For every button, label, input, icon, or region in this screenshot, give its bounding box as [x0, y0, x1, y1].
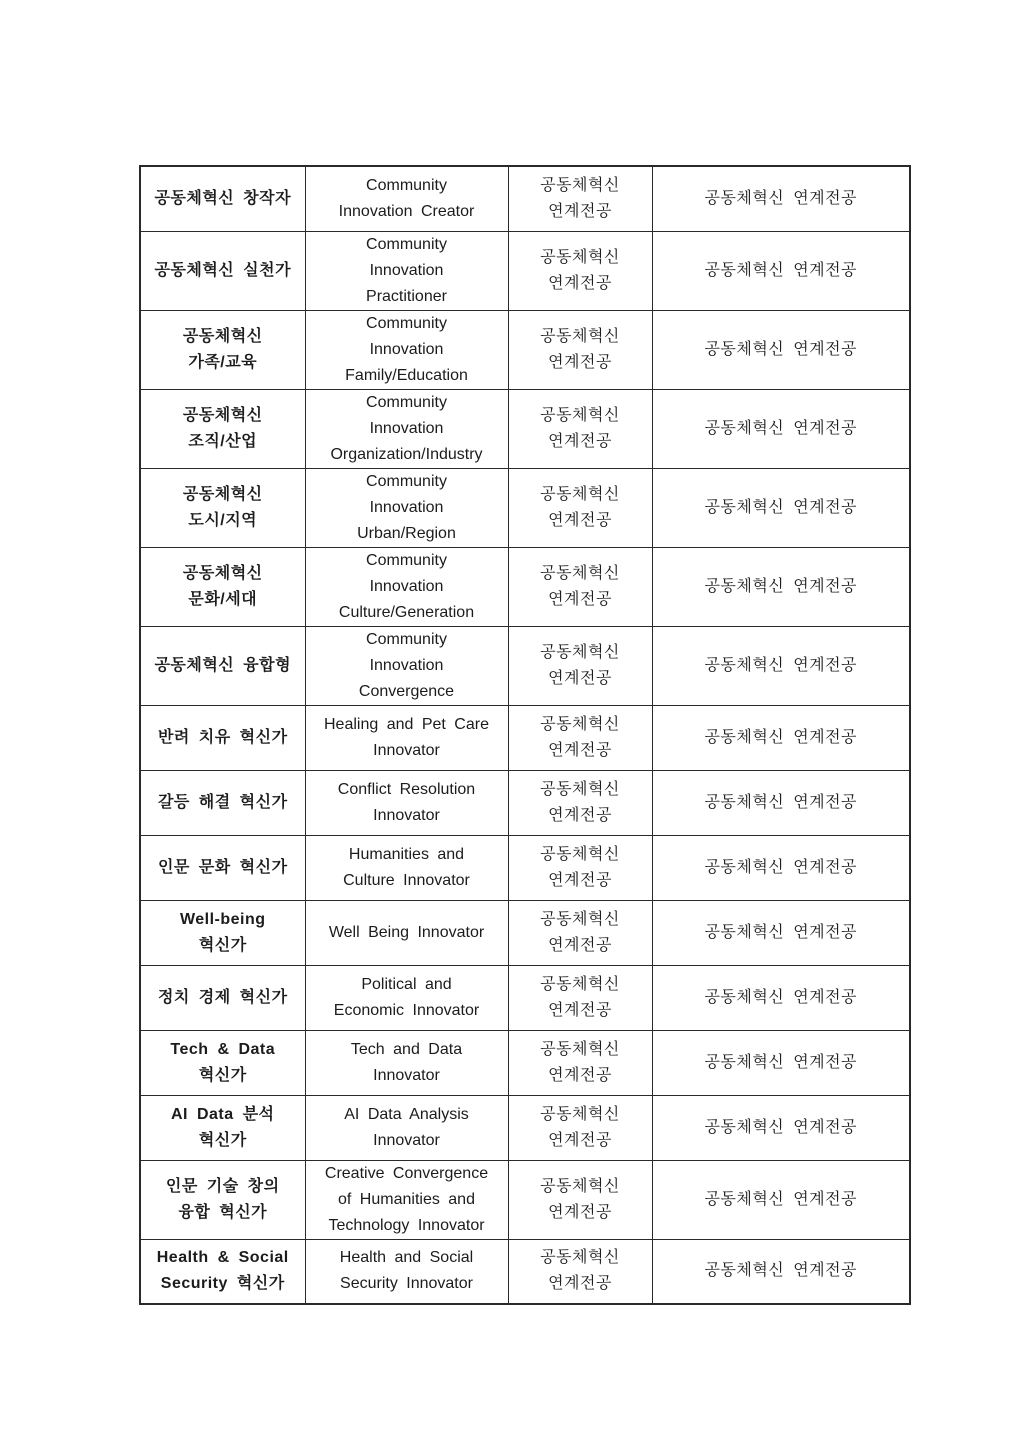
english-title-cell — [305, 166, 508, 231]
english-title-cell-line: Health and Social — [339, 1249, 474, 1267]
english-title-cell — [305, 389, 508, 468]
korean-title-cell-line: 공동체혁신 — [182, 327, 263, 345]
linked-major-short-cell-line: 공동체혁신 — [540, 564, 620, 582]
linked-major-short-cell-line: 연계전공 — [548, 741, 612, 759]
table-row — [140, 900, 910, 965]
english-title-cell-line: Organization/Industry — [330, 445, 483, 463]
korean-title-cell — [140, 770, 305, 835]
korean-title-cell — [140, 1239, 305, 1304]
linked-major-short-cell-line: 연계전공 — [548, 936, 612, 954]
linked-major-short-cell-line: 공동체혁신 — [540, 1040, 620, 1058]
english-title-cell-line: Innovator — [373, 741, 440, 759]
table-row — [140, 310, 910, 389]
english-title-cell-line: Technology Innovator — [328, 1216, 485, 1234]
table-row — [140, 231, 910, 310]
linked-major-short-cell-line: 연계전공 — [548, 274, 612, 292]
table-row — [140, 1160, 910, 1239]
linked-major-short-cell-line: 공동체혁신 — [540, 715, 620, 733]
korean-title-cell-line: 혁신가 — [198, 1131, 247, 1149]
linked-major-short-cell-line: 공동체혁신 — [540, 1249, 620, 1267]
linked-major-full-cell — [652, 1030, 910, 1095]
linked-major-short-cell — [508, 1239, 652, 1304]
linked-major-short-cell-line: 연계전공 — [548, 1275, 612, 1293]
korean-title-cell-line: 융합 혁신가 — [178, 1203, 268, 1221]
table-row — [140, 389, 910, 468]
linked-major-short-cell-line: 공동체혁신 — [540, 643, 620, 661]
english-title-cell-line: Security Innovator — [340, 1275, 473, 1293]
table-row — [140, 1239, 910, 1304]
korean-title-cell-line: 반려 치유 혁신가 — [157, 728, 288, 746]
english-title-cell — [305, 1030, 508, 1095]
english-title-cell-line: Community — [366, 176, 447, 194]
korean-title-cell — [140, 626, 305, 705]
linked-major-full-cell-line: 공동체혁신 연계전공 — [704, 858, 858, 876]
english-title-cell-line: Creative Convergence — [324, 1164, 489, 1182]
korean-title-cell — [140, 231, 305, 310]
korean-title-cell-line: 인문 기술 창의 — [165, 1177, 280, 1195]
korean-title-cell — [140, 468, 305, 547]
english-title-cell-line: Innovator — [373, 1131, 440, 1149]
english-title-cell — [305, 1095, 508, 1160]
table-row — [140, 626, 910, 705]
english-title-cell-line: Innovation — [369, 577, 444, 595]
english-title-cell — [305, 1239, 508, 1304]
linked-major-short-cell — [508, 1030, 652, 1095]
linked-major-short-cell-line: 연계전공 — [548, 1203, 612, 1221]
linked-major-full-cell — [652, 231, 910, 310]
linked-major-short-cell — [508, 389, 652, 468]
korean-title-cell — [140, 389, 305, 468]
linked-major-short-cell-line: 공동체혁신 — [540, 327, 620, 345]
linked-major-short-cell-line: 연계전공 — [548, 590, 612, 608]
linked-major-full-cell — [652, 900, 910, 965]
linked-majors-table — [139, 165, 911, 1305]
linked-major-short-cell-line: 연계전공 — [548, 871, 612, 889]
korean-title-cell-line: AI Data 분석 — [171, 1105, 275, 1123]
english-title-cell-line: Convergence — [358, 682, 455, 700]
linked-major-short-cell-line: 공동체혁신 — [540, 485, 620, 503]
english-title-cell-line: Innovator — [373, 1066, 440, 1084]
korean-title-cell — [140, 1095, 305, 1160]
linked-major-full-cell-line: 공동체혁신 연계전공 — [704, 419, 858, 437]
english-title-cell-line: Community — [366, 630, 447, 648]
english-title-cell — [305, 231, 508, 310]
linked-major-short-cell-line: 연계전공 — [548, 353, 612, 371]
linked-major-full-cell — [652, 770, 910, 835]
korean-title-cell — [140, 1030, 305, 1095]
linked-major-short-cell-line: 연계전공 — [548, 202, 612, 220]
linked-major-short-cell — [508, 835, 652, 900]
english-title-cell — [305, 468, 508, 547]
linked-major-full-cell — [652, 468, 910, 547]
korean-title-cell-line: Health & Social — [156, 1249, 289, 1267]
english-title-cell-line: Culture Innovator — [343, 871, 470, 889]
linked-major-short-cell — [508, 1095, 652, 1160]
english-title-cell-line: Family/Education — [345, 366, 468, 384]
english-title-cell-line: of Humanities and — [338, 1190, 475, 1208]
korean-title-cell-line: 공동체혁신 실천가 — [154, 261, 292, 279]
korean-title-cell-line: Well-being — [179, 910, 266, 928]
linked-major-short-cell — [508, 166, 652, 231]
korean-title-cell-line: 공동체혁신 융합형 — [154, 656, 292, 674]
linked-major-short-cell-line: 공동체혁신 — [540, 1177, 620, 1195]
linked-major-short-cell-line: 공동체혁신 — [540, 975, 620, 993]
linked-major-short-cell-line: 공동체혁신 — [540, 845, 620, 863]
english-title-cell-line: AI Data Analysis — [344, 1105, 469, 1123]
english-title-cell-line: Humanities and — [348, 845, 465, 863]
korean-title-cell-line: 혁신가 — [198, 936, 247, 954]
english-title-cell — [305, 705, 508, 770]
linked-major-full-cell — [652, 547, 910, 626]
english-title-cell-line: Innovation — [369, 656, 444, 674]
linked-major-short-cell — [508, 626, 652, 705]
english-title-cell-line: Practitioner — [366, 287, 447, 305]
english-title-cell-line: Innovator — [373, 806, 440, 824]
english-title-cell-line: Community — [366, 393, 447, 411]
korean-title-cell-line: 갈등 해결 혁신가 — [157, 793, 288, 811]
linked-major-full-cell-line: 공동체혁신 연계전공 — [704, 1118, 858, 1136]
linked-major-full-cell-line: 공동체혁신 연계전공 — [704, 793, 858, 811]
linked-major-full-cell — [652, 310, 910, 389]
table-row — [140, 770, 910, 835]
english-title-cell — [305, 770, 508, 835]
linked-major-short-cell — [508, 547, 652, 626]
korean-title-cell — [140, 547, 305, 626]
korean-title-cell — [140, 705, 305, 770]
english-title-cell — [305, 310, 508, 389]
linked-major-full-cell — [652, 166, 910, 231]
korean-title-cell — [140, 900, 305, 965]
linked-major-short-cell-line: 연계전공 — [548, 1001, 612, 1019]
english-title-cell — [305, 965, 508, 1030]
linked-major-short-cell-line: 연계전공 — [548, 806, 612, 824]
korean-title-cell — [140, 310, 305, 389]
linked-major-full-cell-line: 공동체혁신 연계전공 — [704, 728, 858, 746]
korean-title-cell-line: 공동체혁신 — [182, 485, 263, 503]
english-title-cell-line: Innovation Creator — [338, 202, 475, 220]
korean-title-cell-line: Security 혁신가 — [160, 1275, 285, 1293]
english-title-cell-line: Community — [366, 235, 447, 253]
linked-major-short-cell-line: 연계전공 — [548, 432, 612, 450]
linked-major-short-cell-line: 연계전공 — [548, 1131, 612, 1149]
linked-major-full-cell — [652, 1239, 910, 1304]
linked-major-short-cell-line: 공동체혁신 — [540, 1105, 620, 1123]
english-title-cell — [305, 547, 508, 626]
english-title-cell-line: Innovation — [369, 340, 444, 358]
linked-major-full-cell — [652, 705, 910, 770]
linked-major-full-cell — [652, 965, 910, 1030]
linked-major-short-cell — [508, 705, 652, 770]
linked-major-short-cell — [508, 770, 652, 835]
korean-title-cell-line: 인문 문화 혁신가 — [157, 858, 288, 876]
english-title-cell-line: Community — [366, 314, 447, 332]
linked-major-full-cell-line: 공동체혁신 연계전공 — [704, 1053, 858, 1071]
korean-title-cell-line: 정치 경제 혁신가 — [157, 988, 288, 1006]
linked-major-full-cell-line: 공동체혁신 연계전공 — [704, 988, 858, 1006]
english-title-cell-line: Conflict Resolution — [337, 780, 476, 798]
linked-major-full-cell — [652, 626, 910, 705]
korean-title-cell-line: 가족/교육 — [188, 353, 258, 371]
table-row — [140, 965, 910, 1030]
table-row — [140, 547, 910, 626]
linked-major-short-cell-line: 공동체혁신 — [540, 780, 620, 798]
korean-title-cell-line: Tech & Data — [170, 1040, 276, 1058]
linked-major-short-cell-line: 공동체혁신 — [540, 176, 620, 194]
linked-major-full-cell — [652, 1160, 910, 1239]
korean-title-cell-line: 공동체혁신 — [182, 564, 263, 582]
linked-major-short-cell — [508, 310, 652, 389]
english-title-cell-line: Political and — [361, 975, 452, 993]
korean-title-cell-line: 조직/산업 — [188, 432, 258, 450]
english-title-cell — [305, 1160, 508, 1239]
linked-major-full-cell-line: 공동체혁신 연계전공 — [704, 1262, 858, 1280]
english-title-cell-line: Community — [366, 551, 447, 569]
linked-major-short-cell-line: 공동체혁신 — [540, 248, 620, 266]
korean-title-cell — [140, 835, 305, 900]
korean-title-cell-line: 혁신가 — [198, 1066, 247, 1084]
korean-title-cell-line: 공동체혁신 — [182, 406, 263, 424]
linked-major-full-cell-line: 공동체혁신 연계전공 — [704, 656, 858, 674]
korean-title-cell-line: 공동체혁신 창작자 — [154, 189, 292, 207]
korean-title-cell — [140, 166, 305, 231]
english-title-cell-line: Community — [366, 472, 447, 490]
table-row — [140, 1030, 910, 1095]
english-title-cell-line: Well Being Innovator — [328, 923, 485, 941]
linked-major-short-cell — [508, 900, 652, 965]
linked-major-full-cell — [652, 835, 910, 900]
english-title-cell-line: Tech and Data — [350, 1040, 463, 1058]
linked-major-full-cell-line: 공동체혁신 연계전공 — [704, 189, 858, 207]
english-title-cell — [305, 835, 508, 900]
english-title-cell-line: Economic Innovator — [333, 1001, 480, 1019]
linked-major-short-cell — [508, 965, 652, 1030]
linked-major-short-cell — [508, 1160, 652, 1239]
linked-major-full-cell-line: 공동체혁신 연계전공 — [704, 340, 858, 358]
english-title-cell-line: Innovation — [369, 261, 444, 279]
english-title-cell-line: Innovation — [369, 498, 444, 516]
english-title-cell-line: Urban/Region — [357, 524, 456, 542]
linked-major-full-cell-line: 공동체혁신 연계전공 — [704, 577, 858, 595]
korean-title-cell-line: 문화/세대 — [188, 590, 258, 608]
linked-major-full-cell-line: 공동체혁신 연계전공 — [704, 498, 858, 516]
linked-major-full-cell-line: 공동체혁신 연계전공 — [704, 1190, 858, 1208]
korean-title-cell — [140, 965, 305, 1030]
english-title-cell-line: Healing and Pet Care — [324, 715, 489, 733]
linked-major-full-cell — [652, 389, 910, 468]
linked-major-full-cell-line: 공동체혁신 연계전공 — [704, 261, 858, 279]
linked-major-short-cell-line: 공동체혁신 — [540, 910, 620, 928]
linked-major-short-cell-line: 연계전공 — [548, 1066, 612, 1084]
english-title-cell — [305, 626, 508, 705]
english-title-cell-line: Culture/Generation — [338, 603, 475, 621]
table-row — [140, 1095, 910, 1160]
table-row — [140, 166, 910, 231]
linked-major-short-cell — [508, 231, 652, 310]
table-row — [140, 705, 910, 770]
linked-major-short-cell-line: 연계전공 — [548, 669, 612, 687]
linked-major-short-cell-line: 연계전공 — [548, 511, 612, 529]
english-title-cell-line: Innovation — [369, 419, 444, 437]
table-body — [140, 166, 910, 1304]
korean-title-cell-line: 도시/지역 — [188, 511, 258, 529]
linked-major-full-cell — [652, 1095, 910, 1160]
linked-major-short-cell — [508, 468, 652, 547]
table-row — [140, 835, 910, 900]
korean-title-cell — [140, 1160, 305, 1239]
linked-major-full-cell-line: 공동체혁신 연계전공 — [704, 923, 858, 941]
linked-major-short-cell-line: 공동체혁신 — [540, 406, 620, 424]
english-title-cell — [305, 900, 508, 965]
table-row — [140, 468, 910, 547]
